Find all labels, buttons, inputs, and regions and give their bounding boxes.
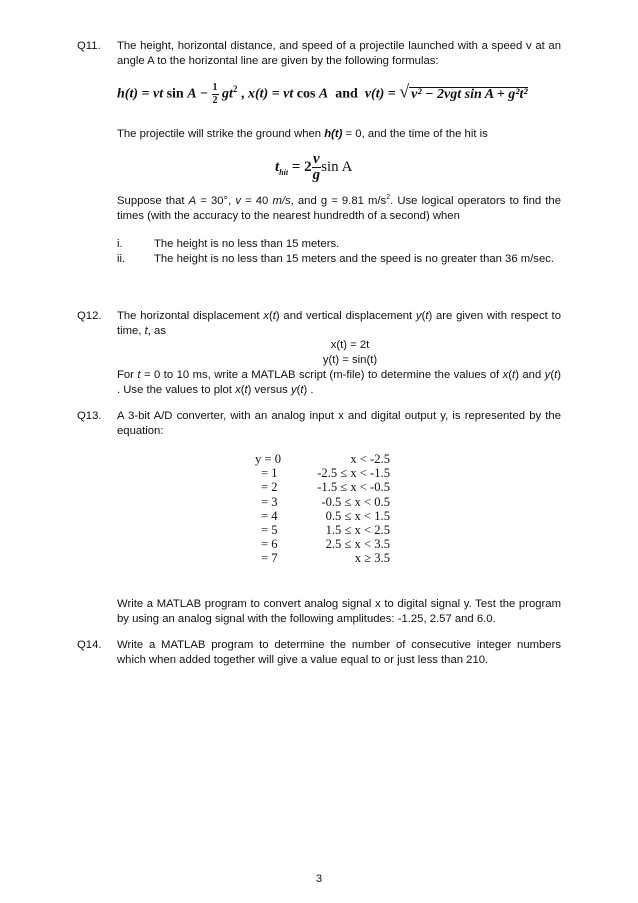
output-value: y = 0: [255, 452, 281, 466]
angle-var: A: [187, 86, 197, 102]
suppose-text: [117, 194, 561, 223]
text-run: = 30°,: [196, 195, 236, 207]
question-body: [117, 39, 561, 68]
output-value: = 3: [261, 494, 278, 509]
question-text: Write a MATLAB program to determine the number of consecutive integer numbers which when added together will give a value equal to or just less than 210.: [117, 639, 561, 666]
text-run: (: [296, 383, 301, 396]
text-run: , and g = 9.81 m/s: [290, 195, 387, 207]
v-over-g: [312, 152, 322, 183]
strike-text: [117, 127, 561, 142]
hit-time-formula: [275, 152, 352, 183]
input-condition: x < -2.5: [350, 452, 390, 466]
text-run: , as: [147, 324, 166, 337]
output-value: = 1: [261, 466, 278, 481]
table-row: [255, 480, 395, 494]
list-item: [117, 237, 561, 252]
equals-two: = 2: [291, 158, 312, 175]
equation-y: y(t) = sin(t): [322, 353, 378, 366]
question-body: [117, 638, 561, 667]
fraction-numerator: v: [313, 151, 320, 167]
separator: ,: [237, 86, 248, 102]
adc-piecewise-table: [255, 452, 395, 566]
table-row: [255, 495, 395, 509]
output-value: = 2: [261, 480, 278, 495]
question-text: [117, 309, 561, 338]
superscript: 2: [386, 194, 391, 202]
text-run: ) .: [303, 383, 314, 396]
list-item: [117, 252, 561, 267]
text-run: t: [425, 310, 429, 322]
input-condition: 0.5 ≤ x < 1.5: [325, 508, 390, 523]
minus-sign: −: [196, 86, 212, 102]
text-run: t: [554, 369, 558, 381]
suppose-body: [117, 194, 561, 223]
task-body: [117, 597, 561, 626]
cos-func: cos: [296, 86, 316, 102]
fraction-denominator: 2: [212, 95, 218, 106]
strike-post: = 0, and the time of the hit is: [342, 128, 488, 140]
table-row: [255, 537, 395, 551]
sin-func: sin: [166, 86, 184, 102]
input-condition: 2.5 ≤ x < 3.5: [325, 537, 390, 552]
text-run: = 0 to 10 ms, write a MATLAB script (m-file) to determine the values of: [140, 369, 503, 381]
displacement-equations: [117, 338, 561, 367]
text-run: v: [235, 195, 241, 207]
output-value: = 5: [261, 522, 278, 537]
question-number: Q12.: [77, 310, 102, 322]
text-run: ) and: [515, 369, 545, 381]
text-run: A: [188, 195, 197, 207]
text-run: ) . Use the values to plot: [117, 369, 561, 396]
question-text: A 3-bit A/D converter, with an analog input x and digital output y, is represented by the equation:: [117, 410, 561, 437]
sqrt-radicand: [409, 87, 527, 103]
output-value: = 7: [261, 551, 278, 566]
angle-var: A: [318, 86, 329, 102]
gt-term: gt: [222, 86, 233, 102]
half-fraction: [212, 82, 219, 107]
input-condition: -1.5 ≤ x < -0.5: [317, 480, 390, 495]
text-run: t: [137, 369, 141, 381]
table-row: [255, 551, 395, 565]
projectile-formulas: [117, 82, 528, 107]
task-text: [117, 368, 561, 397]
text-run: (: [240, 383, 245, 396]
text-run: Suppose that: [117, 195, 189, 207]
text-run: t: [244, 383, 248, 396]
question-number: Q13.: [77, 410, 102, 422]
text-run: x: [263, 310, 269, 322]
text-run: ) versus: [247, 383, 291, 396]
text-run: = 40: [240, 195, 273, 207]
text-run: ) are given with respect to time,: [117, 310, 561, 337]
task-text: Write a MATLAB program to convert analog signal x to digital signal y. Test the program by using an analog signal with the following amplitudes: -1.25, 2.57 and 6.0.: [117, 598, 561, 625]
fraction-numerator: 1: [212, 82, 218, 93]
radicand-text: v² − 2vgt sin A + g²t²: [411, 86, 528, 102]
input-condition: 1.5 ≤ x < 2.5: [325, 522, 390, 537]
input-condition: -2.5 ≤ x < -1.5: [317, 466, 390, 481]
list-item-text: The height is no less than 15 meters and the speed is no greater than 36 m/sec.: [154, 252, 555, 265]
output-value: = 4: [261, 508, 278, 523]
and-word: and: [335, 86, 358, 102]
strike-body: [117, 127, 561, 142]
question-text: The height, horizontal distance, and speed of a projectile launched with a speed v at an angle A to the horizontal line are given by the following formulas:: [117, 40, 561, 67]
text-run: y: [290, 383, 297, 396]
question-number: Q11.: [77, 40, 101, 52]
equation-x: x(t) = 2t: [330, 339, 370, 351]
v-lhs: v(t) =: [364, 86, 396, 102]
sqrt-icon: √: [399, 81, 410, 102]
text-run: (: [268, 310, 273, 322]
text-run: (: [550, 369, 555, 381]
text-run: t: [272, 310, 276, 322]
input-condition: x ≥ 3.5: [354, 551, 390, 566]
fraction-denominator: g: [312, 167, 321, 183]
text-run: x: [502, 369, 509, 381]
text-run: y: [415, 310, 422, 322]
item-list-body: [117, 237, 561, 266]
task-body: [117, 368, 561, 397]
text-run: ) and vertical displacement: [275, 310, 416, 322]
square-exponent: 2: [232, 84, 238, 95]
input-condition: -0.5 ≤ x < 0.5: [321, 494, 390, 509]
table-row: [255, 466, 395, 480]
text-run: x: [235, 383, 241, 396]
text-run: (: [508, 369, 513, 381]
table-row: [255, 452, 395, 466]
table-row: [255, 523, 395, 537]
text-run: The horizontal displacement: [117, 310, 264, 322]
text-run: m/s: [272, 195, 291, 207]
strike-pre: The projectile will strike the ground when: [117, 128, 325, 140]
text-run: t: [144, 324, 148, 337]
question-number: Q14.: [77, 639, 102, 651]
list-item-text: The height is no less than 15 meters.: [154, 238, 340, 250]
question-body: [117, 309, 561, 338]
output-value: = 6: [261, 537, 278, 552]
text-run: . Use logical operators to find the times (with the accuracy to the nearest hundredth of a second) when: [117, 195, 561, 222]
h-lhs: h(t) = vt: [117, 86, 164, 102]
table-row: [255, 509, 395, 523]
text-run: t: [300, 383, 304, 396]
text-run: y: [544, 369, 551, 381]
t-symbol: t: [275, 158, 280, 175]
strike-h: h(t): [324, 128, 343, 140]
text-run: For: [117, 369, 138, 381]
x-lhs: x(t) = vt: [247, 86, 294, 102]
list-marker: i.: [117, 238, 123, 250]
text-run: (: [421, 310, 426, 322]
sin-a: sin A: [321, 158, 353, 175]
hit-subscript: hit: [279, 167, 289, 177]
list-marker: ii.: [117, 252, 126, 265]
question-body: [117, 409, 561, 438]
page-number: 3: [315, 873, 323, 885]
text-run: t: [512, 369, 516, 381]
